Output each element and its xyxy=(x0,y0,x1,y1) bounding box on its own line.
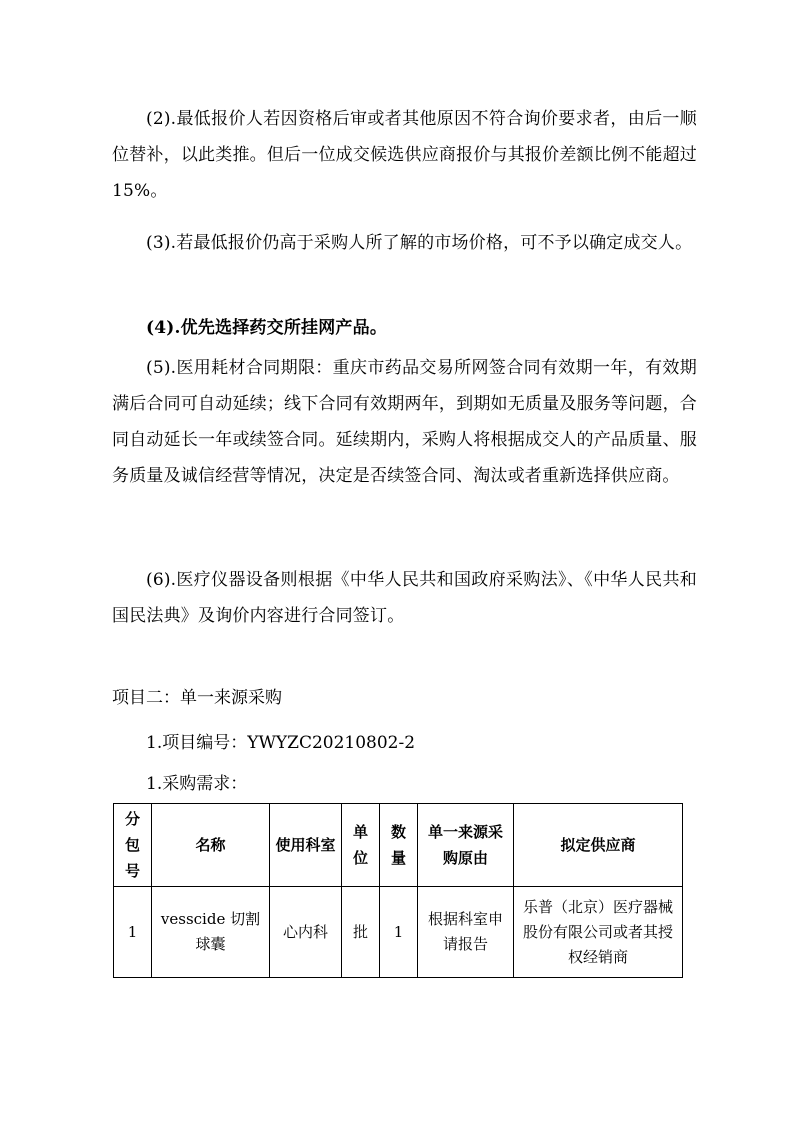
cell-name: vesscide 切割球囊 xyxy=(152,887,270,978)
paragraph-5: (5).医用耗材合同期限：重庆市药品交易所网签合同有效期一年，有效期满后合同可自动延续；线下合同有效期两年，到期如无质量及服务等问题，合同自动延长一年或续签合同。延续期内，采购人将根据成交人的产品质量、服务质量及诚信经营等情况，决定是否续签合同、淘汰或者重新选择供应商。 xyxy=(112,358,697,486)
paragraph-6: (6).医疗仪器设备则根据《中华人民共和国政府采购法》、《中华人民共和国民法典》及询价内容进行合同签订。 xyxy=(112,570,697,626)
header-quantity: 数量 xyxy=(380,804,418,887)
paragraph-4: (4).优先选择药交所挂网产品。 xyxy=(146,318,388,338)
header-package-no: 分包号 xyxy=(114,804,152,887)
table-row xyxy=(114,887,683,978)
header-reason: 单一来源采购原由 xyxy=(418,804,514,887)
procurement-table xyxy=(113,803,683,978)
project2-heading: 项目二：单一来源采购 xyxy=(112,688,282,708)
cell-quantity: 1 xyxy=(380,887,418,978)
table-header-row xyxy=(114,804,683,887)
project-number: 1.项目编号：YWYZC20210802-2 xyxy=(146,733,416,753)
paragraph-2: (2).最低报价人若因资格后审或者其他原因不符合询价要求者，由后一顺位替补，以此类推。但后一位成交候选供应商报价与其报价差额比例不能超过 15%。 xyxy=(112,109,697,201)
header-name: 名称 xyxy=(152,804,270,887)
procurement-demand-label: 1.采购需求： xyxy=(146,774,248,794)
cell-package-no: 1 xyxy=(114,887,152,978)
cell-department: 心内科 xyxy=(270,887,342,978)
header-unit: 单位 xyxy=(342,804,380,887)
header-supplier: 拟定供应商 xyxy=(514,804,683,887)
paragraph-3: (3).若最低报价仍高于采购人所了解的市场价格，可不予以确定成交人。 xyxy=(146,233,693,253)
cell-reason: 根据科室申请报告 xyxy=(418,887,514,978)
header-department: 使用科室 xyxy=(270,804,342,887)
cell-supplier: 乐普（北京）医疗器械股份有限公司或者其授权经销商 xyxy=(514,887,683,978)
cell-unit: 批 xyxy=(342,887,380,978)
